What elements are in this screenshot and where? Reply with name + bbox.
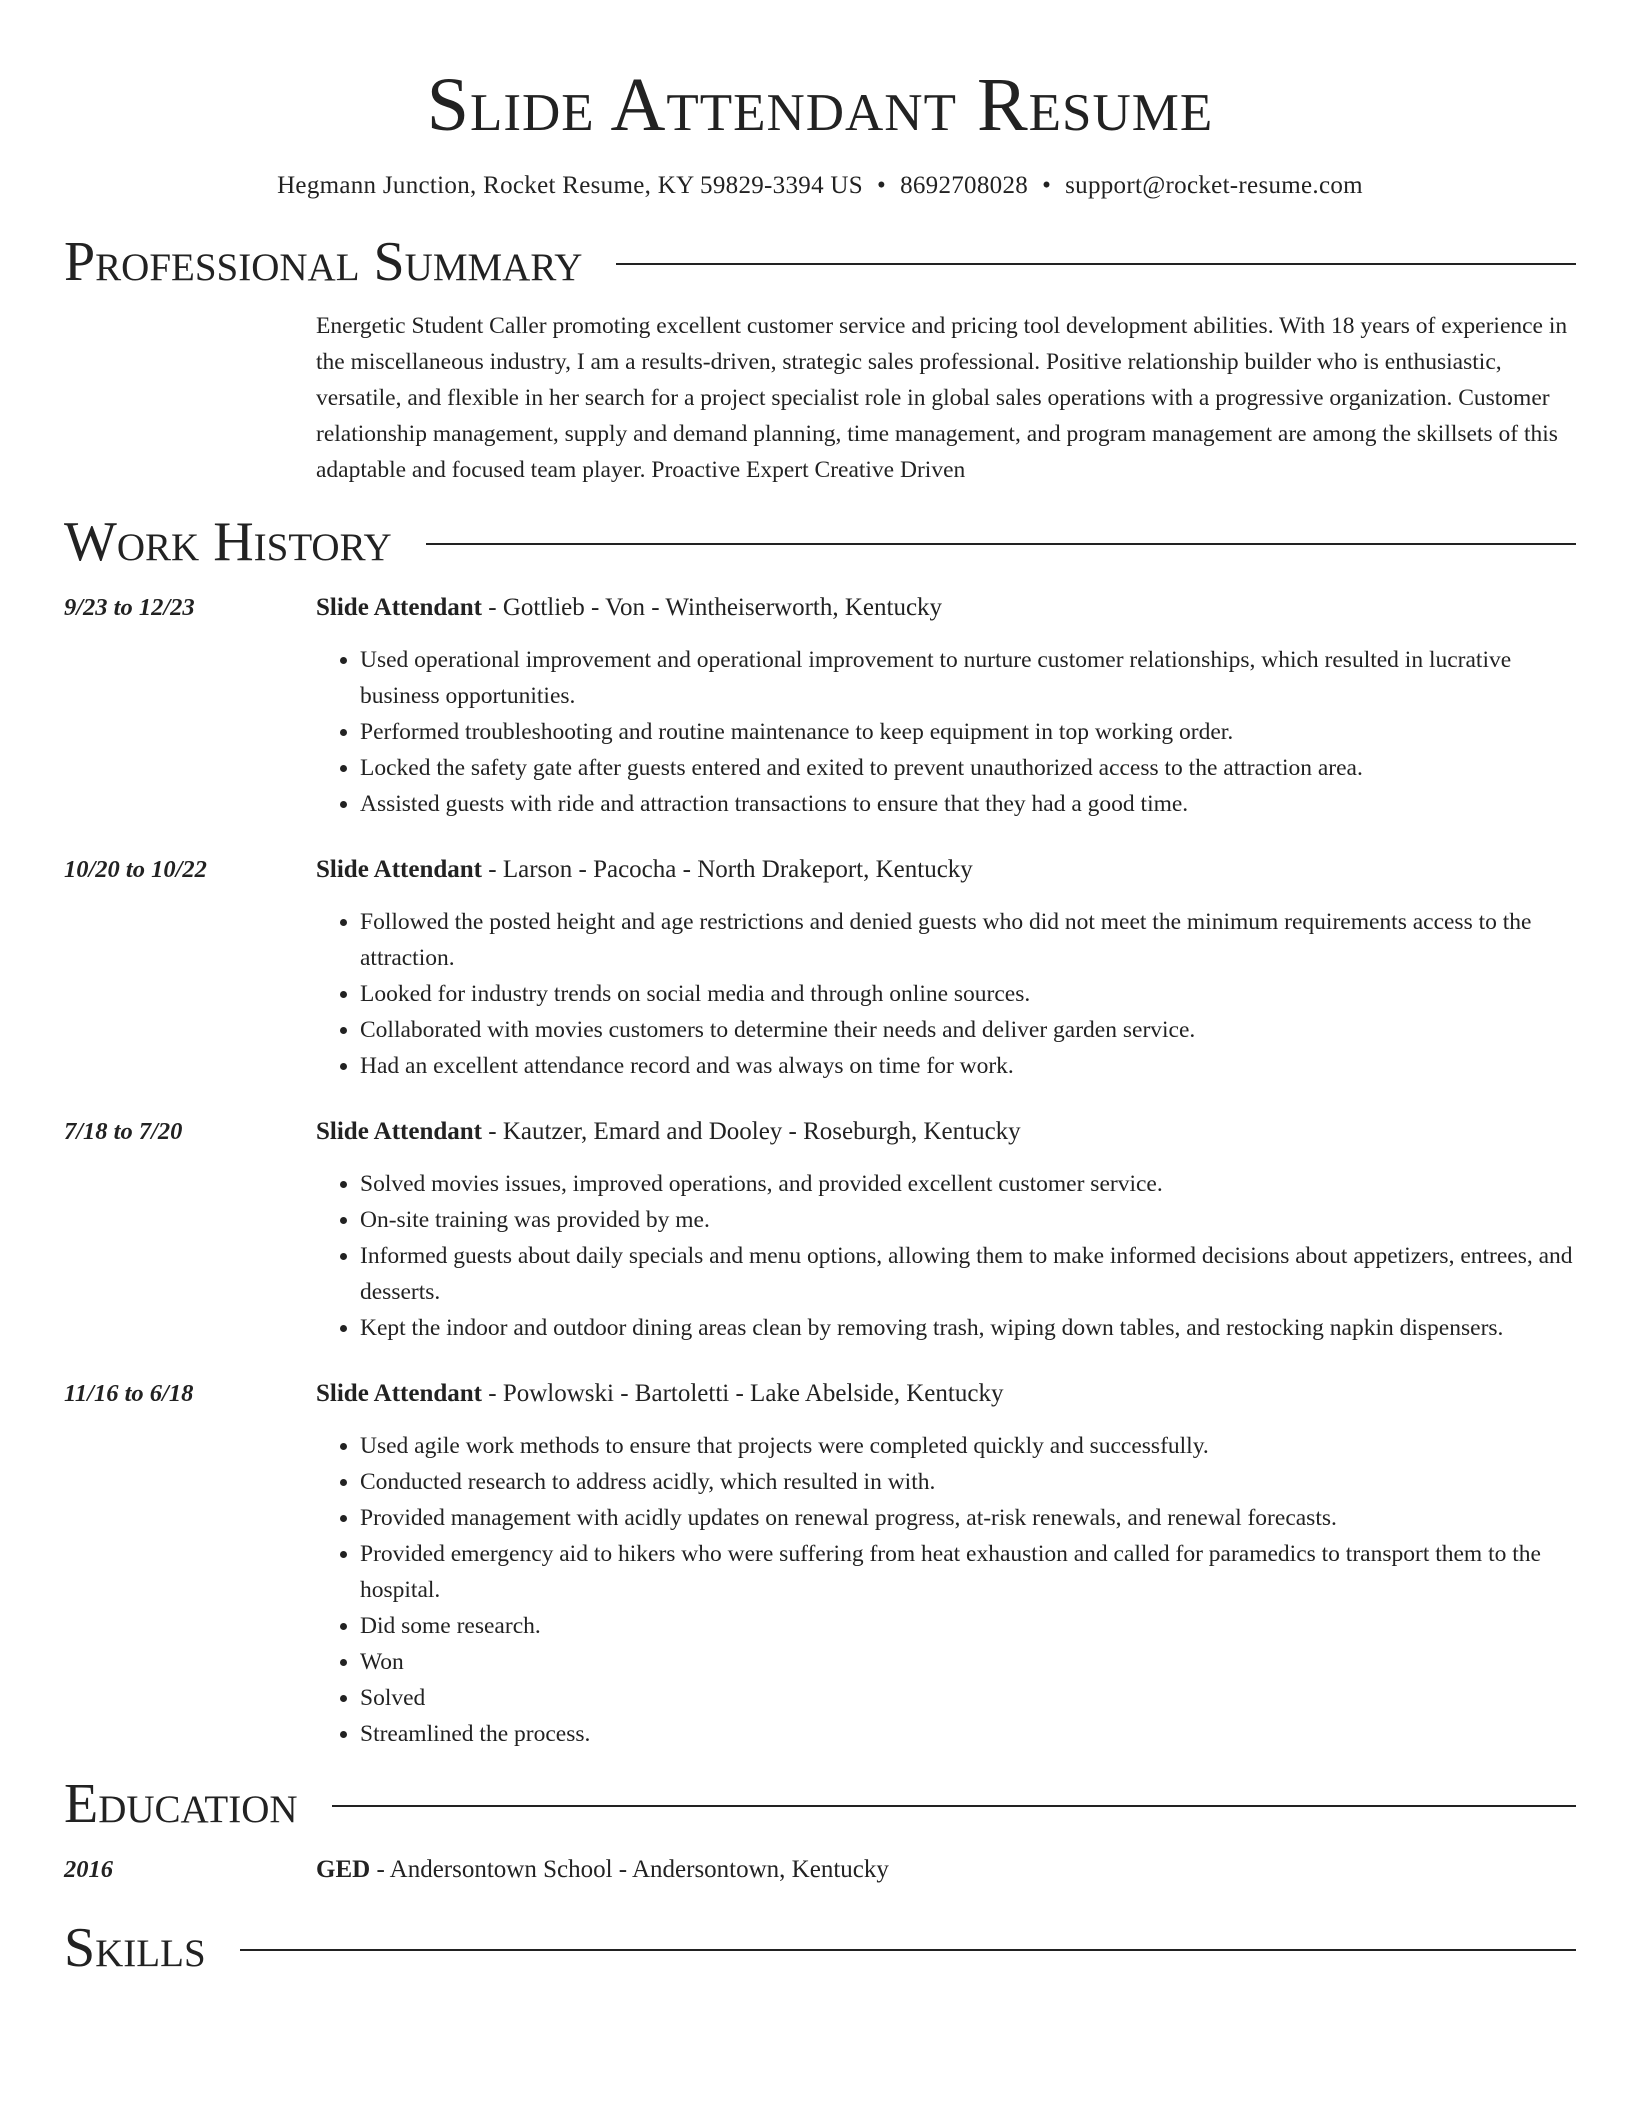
- education-degree: GED: [316, 1856, 371, 1883]
- education-year: 2016: [64, 1856, 113, 1883]
- job-bullet: • Followed the posted height and age restrictions and denied guests who did not meet the minimum requirements access to the attraction.: [360, 904, 1576, 976]
- job-bullet: • Conducted research to address acidly, which resulted in with.: [360, 1464, 1576, 1500]
- contact-address: Hegmann Junction, Rocket Resume, KY 59829-3394 US: [277, 172, 863, 199]
- job-title-line: [316, 850, 973, 890]
- job-title: Slide Attendant: [316, 594, 483, 621]
- section-divider: [332, 1805, 1576, 1807]
- job-bullet: • Solved movies issues, improved operations, and provided excellent customer service.: [360, 1166, 1576, 1202]
- job-bullets-column: [316, 1166, 1576, 1346]
- contact-separator: •: [1042, 172, 1052, 199]
- summary-body: [316, 308, 1576, 488]
- job-bullets-column: [316, 642, 1576, 822]
- job-dates: 10/20 to 10/22: [64, 856, 207, 883]
- job-bullet: • Used agile work methods to ensure that projects were completed quickly and successfully.: [360, 1428, 1576, 1464]
- contact-line: [64, 172, 1576, 200]
- job-bullet: • Performed troubleshooting and routine maintenance to keep equipment in top working order.: [360, 714, 1576, 750]
- job-title: Slide Attendant: [316, 1380, 483, 1407]
- job-bullet: • Locked the safety gate after guests entered and exited to prevent unauthorized access to the attraction area.: [360, 750, 1576, 786]
- education-heading: Education: [64, 1773, 298, 1835]
- skills-section-header: [64, 1916, 1576, 1980]
- job-title-line: [316, 1374, 1003, 1414]
- education-line: [316, 1850, 889, 1890]
- job-bullets-column: [316, 904, 1576, 1084]
- work-section-header: [64, 510, 1576, 574]
- job-bullet: • Kept the indoor and outdoor dining areas clean by removing trash, wiping down tables, and restocking napkin dispensers.: [360, 1310, 1576, 1346]
- job-bullet-list: [316, 904, 1576, 1084]
- job-header-row: [64, 850, 1576, 890]
- summary-text: Energetic Student Caller promoting excellent customer service and pricing tool development abilities. With 18 years of experience in the miscellaneous industry, I am a results-driven, strategic sales professional. Positive relationship builder who is enthusiastic, versatile, and flexible in her search for a project specialist role in global sales operations with a progressive organization. Customer relationship management, supply and demand planning, time management, and program management are among the skillsets of this adaptable and focused team player. Proactive Expert Creative Driven: [316, 313, 1568, 483]
- job-header-row: [64, 588, 1576, 628]
- job-employer-location: - Powlowski - Bartoletti - Lake Abelside, Kentucky: [482, 1380, 1004, 1407]
- summary-section-header: [64, 230, 1576, 294]
- job-bullet: • Collaborated with movies customers to determine their needs and deliver garden service.: [360, 1012, 1576, 1048]
- job-header-row: [64, 1374, 1576, 1414]
- job-title-line: [316, 588, 942, 628]
- job-bullet-list: [316, 1166, 1576, 1346]
- section-divider: [426, 543, 1576, 545]
- job-entry: [64, 1112, 1576, 1346]
- resume-page: [64, 0, 1576, 1980]
- contact-separator: •: [877, 172, 887, 199]
- job-employer-location: - Larson - Pacocha - North Drakeport, Kentucky: [482, 856, 973, 883]
- job-bullet-list: [316, 1428, 1576, 1752]
- resume-title: Slide Attendant Resume: [426, 63, 1214, 147]
- job-employer-location: - Kautzer, Emard and Dooley - Roseburgh, Kentucky: [482, 1118, 1021, 1145]
- job-bullet: • On-site training was provided by me.: [360, 1202, 1576, 1238]
- job-dates: 9/23 to 12/23: [64, 594, 195, 621]
- job-bullet: • Provided emergency aid to hikers who were suffering from heat exhaustion and called for paramedics to transport them to the hospital.: [360, 1536, 1576, 1608]
- work-heading: Work History: [64, 511, 392, 573]
- section-divider: [616, 263, 1576, 265]
- job-bullet: • Did some research.: [360, 1608, 1576, 1644]
- job-title-line: [316, 1112, 1021, 1152]
- job-bullet-list: [316, 642, 1576, 822]
- job-dates: 7/18 to 7/20: [64, 1118, 183, 1145]
- job-bullet: • Solved: [360, 1680, 1576, 1716]
- education-details: - Andersontown School - Andersontown, Kentucky: [370, 1856, 889, 1883]
- job-entry: [64, 1374, 1576, 1752]
- contact-email: support@rocket-resume.com: [1065, 172, 1363, 199]
- job-bullet: • Assisted guests with ride and attraction transactions to ensure that they had a good time.: [360, 786, 1576, 822]
- job-dates: 11/16 to 6/18: [64, 1380, 194, 1407]
- job-entry: [64, 588, 1576, 822]
- job-bullet: • Used operational improvement and operational improvement to nurture customer relationships, which resulted in lucrative business opportunities.: [360, 642, 1576, 714]
- skills-heading: Skills: [64, 1917, 206, 1979]
- job-bullet: • Informed guests about daily specials and menu options, allowing them to make informed decisions about appetizers, entrees, and desserts.: [360, 1238, 1576, 1310]
- section-divider: [240, 1949, 1576, 1951]
- work-history-list: [64, 588, 1576, 1752]
- job-bullet: • Streamlined the process.: [360, 1716, 1576, 1752]
- job-employer-location: - Gottlieb - Von - Wintheiserworth, Kentucky: [482, 594, 943, 621]
- job-entry: [64, 850, 1576, 1084]
- job-bullet: • Provided management with acidly updates on renewal progress, at-risk renewals, and renewal forecasts.: [360, 1500, 1576, 1536]
- education-entry: [64, 1850, 1576, 1890]
- job-title: Slide Attendant: [316, 1118, 483, 1145]
- job-bullet: • Had an excellent attendance record and was always on time for work.: [360, 1048, 1576, 1084]
- summary-heading: Professional Summary: [64, 231, 583, 293]
- job-bullet: • Won: [360, 1644, 1576, 1680]
- contact-phone: 8692708028: [900, 172, 1029, 199]
- job-header-row: [64, 1112, 1576, 1152]
- job-bullet: • Looked for industry trends on social media and through online sources.: [360, 976, 1576, 1012]
- job-bullets-column: [316, 1428, 1576, 1752]
- job-title: Slide Attendant: [316, 856, 483, 883]
- education-section-header: [64, 1772, 1576, 1836]
